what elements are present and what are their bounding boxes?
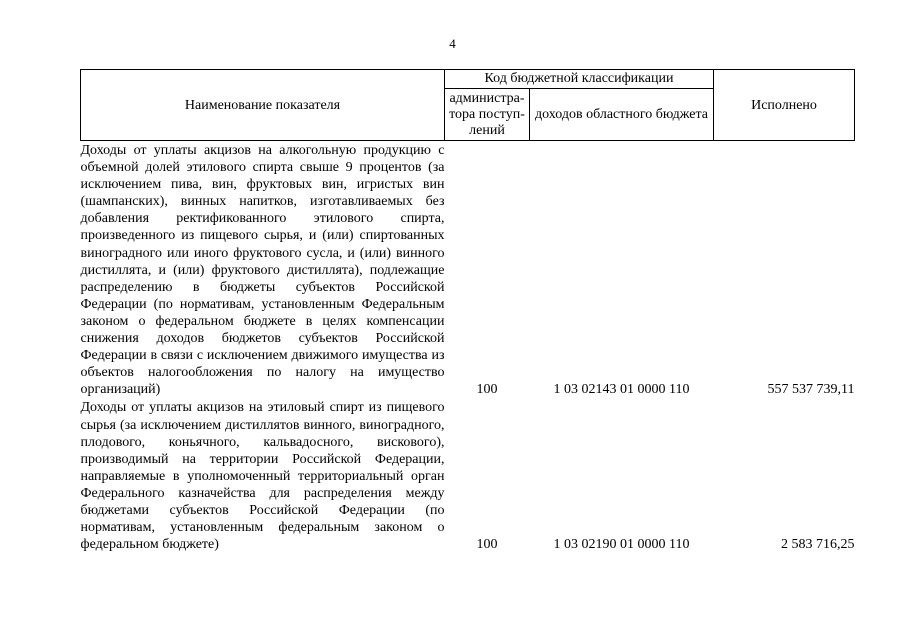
header-income-code: доходов областного бюджета: [530, 89, 714, 141]
administrator-cell: 100: [476, 382, 498, 398]
table-row: [81, 398, 855, 553]
budget-table: [80, 69, 855, 553]
income-code-cell: 1 03 02190 01 0000 110: [553, 537, 690, 553]
executed-amount-cell: 2 583 716,25: [781, 537, 855, 553]
page-number: 4: [449, 36, 456, 51]
indicator-name-cell: Доходы от уплаты акцизов на этиловый спирт из пищевого сырья (за исключением дистиллятов винного, виноградного, плодового, коньячного, кальвадосного, вискового), производимый на территории Российской Федерации, направляемые в уполномоченный территориальный орган Федерального казначейства для распределения между бюджетами субъектов Российской Федерации (по нормативам, установленным федеральным законом о федеральном бюджете): [80, 400, 445, 553]
administrator-cell: 100: [476, 537, 498, 553]
header-classification-group: Код бюджетной классификации: [445, 70, 714, 89]
header-administrator: администра-тора поступ-лений: [445, 89, 530, 141]
executed-amount-cell: 557 537 739,11: [767, 382, 855, 398]
income-code-cell: 1 03 02143 01 0000 110: [553, 382, 690, 398]
header-executed: Исполнено: [714, 70, 855, 141]
table-row: [81, 141, 855, 399]
header-indicator-name: Наименование показателя: [81, 70, 445, 141]
indicator-name-cell: Доходы от уплаты акцизов на алкогольную продукцию с объемной долей этилового спирта свыше 9 процентов (за исключением пива, вин, фруктовых вин, игристых вин (шампанских), винных напитков, изготавливаемых без добавления ректификованного этилового спирта, произведенного из пищевого сырья, и (или) спиртованных виноградного или иного фруктового сусла, и (или) винного дистиллята, и (или) фруктового дистиллята), подлежащие распределению в бюджеты субъектов Российской Федерации (по нормативам, установленным Федеральным законом о федеральном бюджете в целях компенсации снижения доходов бюджетов субъектов Российской Федерации в связи с исключением движимого имущества из объектов налогообложения по налогу на имущество организаций): [80, 143, 445, 398]
